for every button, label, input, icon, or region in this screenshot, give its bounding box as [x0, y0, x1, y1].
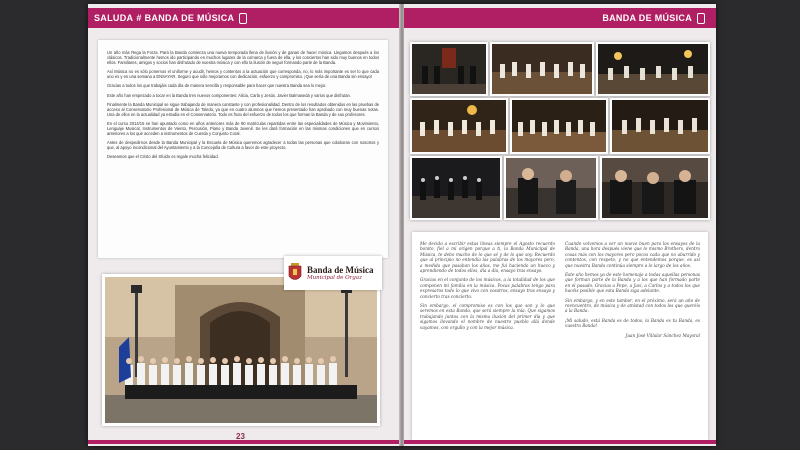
letter-right-column	[565, 241, 700, 431]
header-title: BANDA DE MÚSICA	[144, 13, 235, 23]
saluda-text-box	[98, 40, 388, 258]
letter-paragraph: Sin embargo, y en este tambor, en el próximo, será un año de reencuentro, de música y de amistad con todos los que queréis a la Banda.	[565, 297, 700, 314]
left-page-header	[88, 8, 400, 28]
photo-thumbnail-image	[412, 158, 500, 218]
magazine-spread	[88, 4, 716, 446]
body-paragraph: Un año más Rega la Forza. Para la Banda comienza una nueva temporada llena de ilusión y de ganas de hacer música. Llegamos después a los clásicos. Tradicionalmente hemos ido participando en muchos lugares de la comarca y fuera de ella, y los conciertos han sido muy buenos en todos ellos. Familiares, amigos y socios han disfrutado de nuestra música y con ello la ilusión de seguir formando parte de la Banda.	[107, 50, 379, 66]
photo-thumbnail-image	[612, 100, 708, 152]
body-paragraph: Finalmente la Banda Municipal se sigue trabajando de manera constante y con profesionalidad. Dentro de los resultados obtenidos en las pruebas de acceso al Conservatorio Profesional de Música de Toledo, ya que en cuatro alumnos que hemos presentado han aprobado con muy buenas notas. Una de ellos en la actualidad ya estudia en el Conservatorio. Todo es fruto del esfuerzo de todos los que forman la Banda y de sus profesores.	[107, 101, 379, 117]
body-paragraph: Gracias a todos los que trabajáis cada día de manera sencilla y responsable para hacer que nuestra Banda sea lo mejor.	[107, 83, 327, 89]
banda-logo	[284, 256, 382, 290]
photo-thumbnail-image	[512, 100, 606, 152]
body-paragraph: Antes de despedirnos desde la Banda Municipal y la Escuela de Música queremos agradecer a todas las personas que colaboran con nosotros y que, al apoyo incondicional del Ayuntamiento y a la Concejalía de Cultura a favor de este proyecto.	[107, 140, 379, 151]
body-paragraph: Este año han empezado a tocar en la Banda tres nuevos componentes: Alicia, Carla y Jesús. Javier Balmaseda y varios que disfrutan.	[107, 92, 351, 98]
logo-subtitle: Municipal de Orgaz	[307, 275, 362, 281]
photo-thumbnail	[490, 42, 594, 96]
photo-thumbnail-image	[598, 44, 708, 94]
letter-paragraph: Me decido a escribir estas líneas siempre el Agosto recuerdo bonito, fiel a mi origen porque a ti, la Banda Municipal de Música, te debo mucho de lo que sé y de lo que soy. Recuerdo que al principio no entendía las palabras de los mayores pero, a medida que pasaban los años, me fui haciendo un hueco y aprendiendo de todos ellos, día a día, ensayo tras ensayo.	[420, 241, 555, 274]
header-section: SALUDA	[94, 13, 134, 23]
body-paragraph: Así Música no es sólo ponernos el uniforme y acudir, hemos y contentos a la actuación que corresponda, no, lo más importante es ser lo que cada uno es y en una semana a ENSAYAR. Seguro que sólo mejoramos con dedicación, esfuerzo y compromiso. ¡Que sería de una Banda sin ensayo!	[107, 69, 379, 80]
letter-signature: Juan José Villalar Sánchez Mayoral	[625, 332, 700, 338]
photo-thumbnail	[510, 98, 608, 154]
letter-paragraph: ¡Mi saludo, está Banda es de todos, la Banda es tu Banda, es vuestra Banda!	[565, 317, 700, 329]
letter-paragraph: Sin embargo, el compromiso es con los que son y lo que seremos en esta Banda, que será siempre la mía. Que sigamos trabajando juntos con la misma ilusión del primer día y que sigamos llevando el nombre de nuestro pueblo allá donde vayamos, con orgullo y con la mejor música.	[420, 303, 555, 330]
body-paragraph: Deseamos que el Cristo del Sfuido os regale mucha felicidad.	[107, 154, 219, 160]
photo-thumbnail	[596, 42, 710, 96]
photo-thumbnail-image	[602, 158, 708, 218]
body-paragraph: En el curso 2014/15 se han apuntado como en años anteriores más de 90 matrículas repartidas entre las especialidades de Música y Movimiento, Lenguaje Musical, Instrumentos de Viento, Percusión, Piano y Banda Juvenil. Se les dará formación en las mismas condiciones que en cursos anteriores a los que acceden a instrumentos de Cuerda y Conjunto Coral.	[107, 120, 379, 137]
left-page	[88, 4, 400, 446]
photo-thumbnail	[410, 156, 502, 220]
band-group-photo-image	[105, 277, 377, 423]
photo-thumbnail	[600, 156, 710, 220]
photo-thumbnail	[504, 156, 598, 220]
photo-thumbnail	[410, 98, 508, 154]
right-page	[404, 4, 716, 446]
photo-thumbnail	[610, 98, 710, 154]
letter-paragraph: Gracias en el conjunto de los músicos, a la totalidad de los que componen mi familia en la música. Pocas palabras tengo para expresaros todo lo que vivo con vosotros, ensayo tras ensayo y concierto tras concierto.	[420, 277, 555, 299]
header-separator: #	[136, 13, 142, 23]
letter-box	[412, 232, 708, 440]
band-group-photo	[102, 274, 380, 426]
logo-title: Banda de Música	[307, 265, 374, 275]
crest-icon	[288, 263, 302, 283]
header-mark-icon	[697, 13, 705, 24]
photo-thumbnail-image	[412, 100, 506, 152]
page-number: 23	[236, 432, 245, 441]
right-page-header	[404, 8, 716, 28]
right-footer-bar	[404, 440, 716, 444]
photo-thumbnail	[410, 42, 488, 96]
photo-thumbnail-image	[412, 44, 486, 94]
photo-thumbnail-image	[492, 44, 592, 94]
header-title: BANDA DE MÚSICA	[602, 13, 692, 23]
letter-paragraph: Cuando volvemos a ver un nuevo buen para los ensayos de la Banda, una hora después viene que lo mismo Brothers, dentro cosas más con los mayores pero pocos cada que no aburrido y contentos, con respeto, y no que entendemos porque, es así que nuestra Banda continúa siempre a lo largo de los años.	[565, 241, 700, 268]
letter-paragraph: Este año hemos ya de este homenaje a todas aquellas personas que forman parte de la Banda y a los que han formado parte en el pasado. Gracias a Pepe, a Javi, a Carlos y a todos los que hacéis posible que esta Banda siga adelante.	[565, 272, 700, 294]
photo-thumbnail-image	[506, 158, 596, 218]
letter-left-column	[420, 241, 555, 431]
header-mark-icon	[239, 13, 247, 24]
